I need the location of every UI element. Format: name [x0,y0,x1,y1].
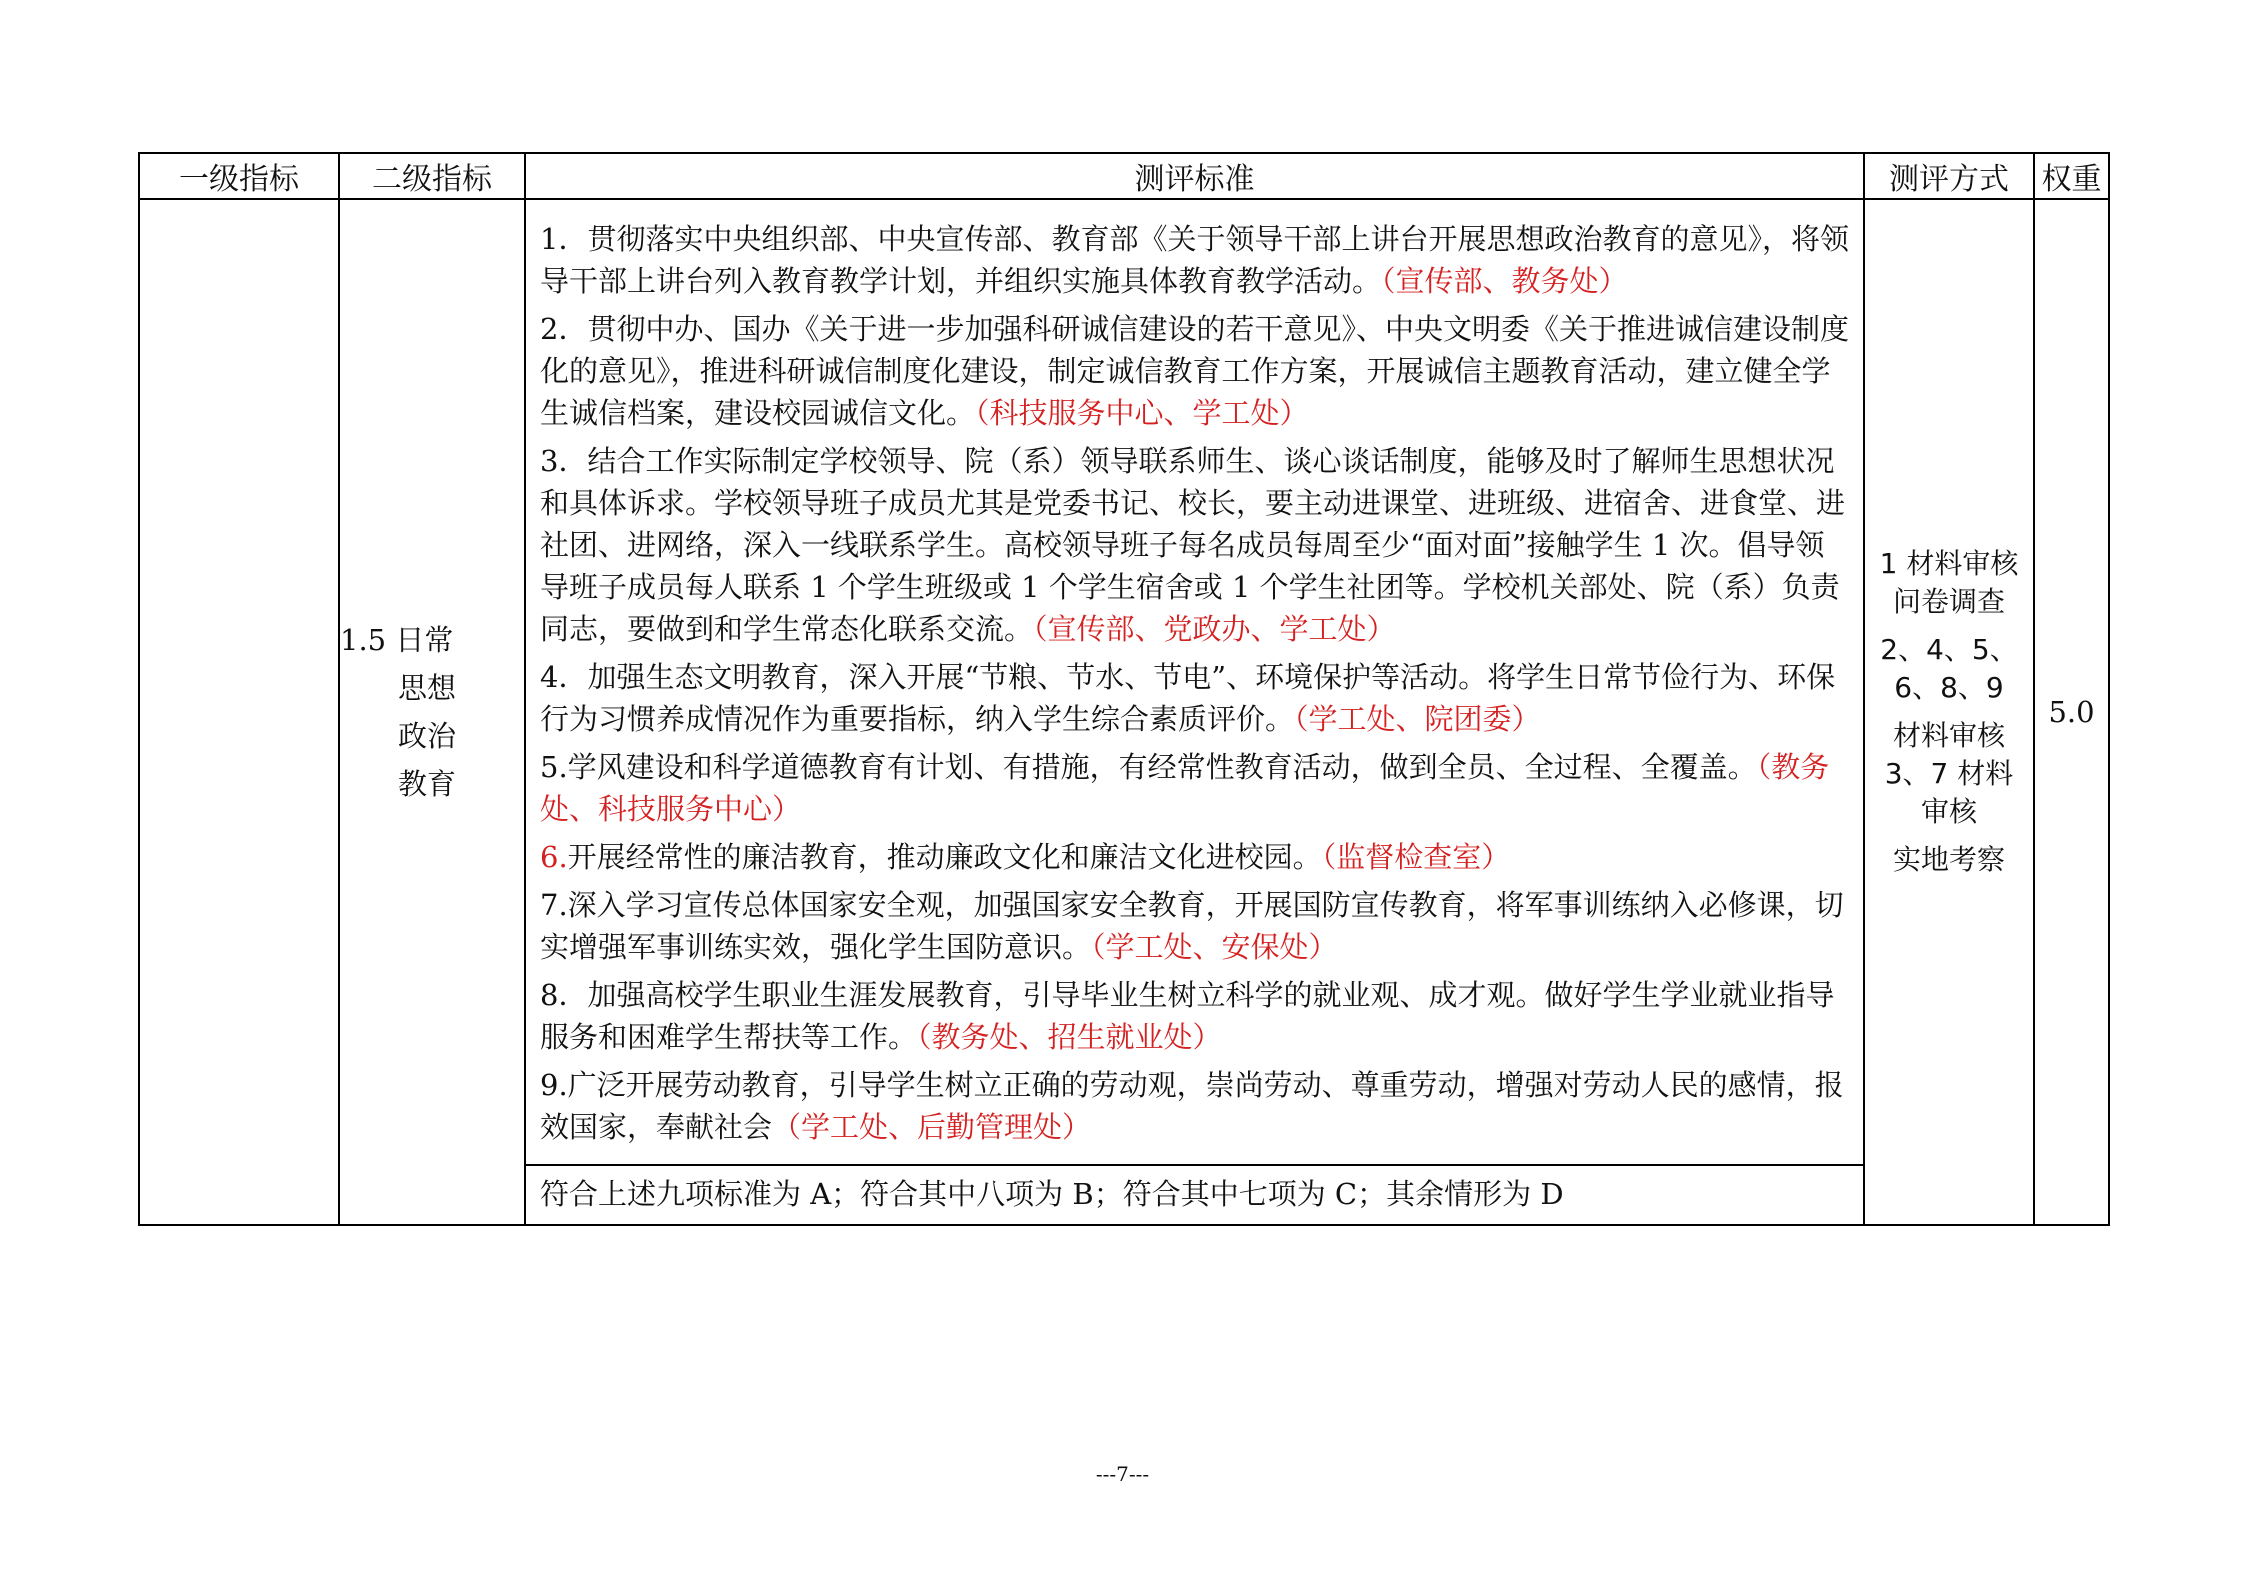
secondary-indicator-line: 教育 [398,767,457,801]
secondary-indicator-cell [339,199,525,1225]
secondary-indicator-line: 政治 [398,719,457,753]
responsible-dept: （教务处、科技服务中心） [540,750,1830,826]
criteria-list [526,200,1863,1164]
criteria-item: 6.开展经常性的廉洁教育，推动廉政文化和廉洁文化进校园。（监督检查室） [540,840,1511,874]
criteria-cell [525,199,1864,1225]
criteria-item: 8．加强高校学生职业生涯发展教育，引导毕业生树立科学的就业观、成才观。做好学生学业就业指导服务和困难学生帮扶等工作。（教务处、招生就业处） [540,978,1835,1054]
responsible-dept: （宣传部、党政办、学工处） [1033,612,1396,646]
table-header-row [139,153,2109,199]
page-number: ---7--- [1095,1462,1150,1486]
responsible-dept: （学工处、院团委） [1294,702,1541,736]
method-cell [1864,199,2034,1225]
grading-summary: 符合上述九项标准为 A；符合其中八项为 B；符合其中七项为 C；其余情形为 D [526,1164,1863,1224]
criteria-item: 4．加强生态文明教育，深入开展“节粮、节水、节电”、环境保护等活动。将学生日常节俭行为、环保行为习惯养成情况作为重要指标，纳入学生综合素质评价。（学工处、院团委） [540,660,1836,736]
header-method: 测评方式 [1864,153,2034,199]
secondary-indicator-line: 1.5 日常 [340,623,454,657]
primary-indicator-cell [139,199,339,1225]
weight-cell: 5.0 [2034,199,2109,1225]
criteria-item: 7.深入学习宣传总体国家安全观，加强国家安全教育，开展国防宣传教育，将军事训练纳入必修课，切实增强军事训练实效，强化学生国防意识。（学工处、安保处） [540,888,1844,964]
method-line: 实地考察 [1892,843,2005,876]
criteria-item: 9.广泛开展劳动教育，引导学生树立正确的劳动观，崇尚劳动、尊重劳动，增强对劳动人民的感情，报效国家，奉献社会（学工处、后勤管理处） [540,1068,1844,1144]
criteria-item: 5.学风建设和科学道德教育有计划、有措施，有经常性教育活动，做到全员、全过程、全覆盖。（教务处、科技服务中心） [540,750,1830,826]
header-criteria: 测评标准 [525,153,1864,199]
header-secondary-indicator: 二级指标 [339,153,525,199]
header-primary-indicator: 一级指标 [139,153,339,199]
responsible-dept: （教务处、招生就业处） [917,1020,1222,1054]
criteria-item: 1．贯彻落实中央组织部、中央宣传部、教育部《关于领导干部上讲台开展思想政治教育的意见》，将领导干部上讲台列入教育教学计划，并组织实施具体教育教学活动。（宣传部、教务处） [540,222,1849,298]
responsible-dept: （学工处、后勤管理处） [772,1110,1092,1144]
responsible-dept: （学工处、安保处） [1091,930,1338,964]
criteria-item: 2．贯彻中办、国办《关于进一步加强科研诚信建设的若干意见》、中央文明委《关于推进诚信建设制度化的意见》，推进科研诚信制度化建设，制定诚信教育工作方案，开展诚信主题教育活动，建立健全学生诚信档案，建设校园诚信文化。（科技服务中心、学工处） [540,312,1849,430]
responsible-dept: （监督检查室） [1321,840,1511,874]
table-row [139,199,2109,1225]
method-line: 材料审核 3、7 材料审核 [1884,719,2014,828]
criteria-item: 3．结合工作实际制定学校领导、院（系）领导联系师生、谈心谈话制度，能够及时了解师生思想状况和具体诉求。学校领导班子成员尤其是党委书记、校长，要主动进课堂、进班级、进宿舍、进食堂、进社团、进网络，深入一线联系学生。高校领导班子每名成员每周至少“面对面”接触学生 1 次。倡导领导班子成员每人联系 1 个学生班级或 1 个学生宿舍或 1 个学生社团等。学校机关部处、院（系）负责同志，要做到和学生常态化联系交流。（宣传部、党政办、学工处） [540,444,1846,646]
method-line: 1 材料审核问卷调查 [1879,547,2019,618]
method-line: 2、4、5、6、8、9 [1880,633,2018,704]
secondary-indicator-line: 思想 [398,671,457,705]
responsible-dept: （科技服务中心、学工处） [975,396,1309,430]
evaluation-table [138,152,2110,1226]
responsible-dept: （宣传部、教务处） [1381,264,1628,298]
header-weight: 权重 [2034,153,2109,199]
